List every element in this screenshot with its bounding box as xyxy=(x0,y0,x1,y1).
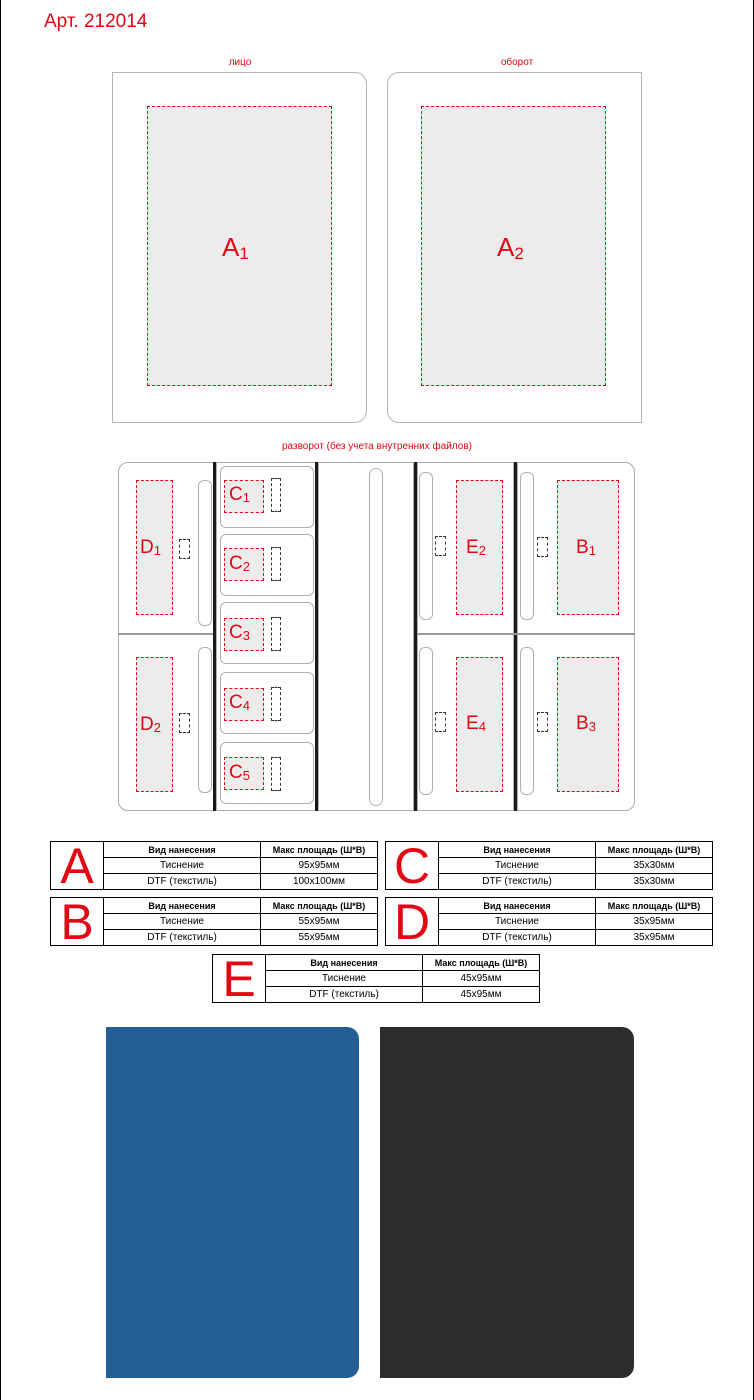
zone-c2-label: $C_2$ xyxy=(229,553,250,574)
left-pocket-lower xyxy=(198,647,212,793)
table-d-r1-size: 35х95мм xyxy=(596,914,713,930)
spec-table-a xyxy=(50,837,378,894)
c2-marker xyxy=(271,547,281,581)
table-a-r2-method: DTF (текстиль) xyxy=(104,874,261,890)
caption-spread: разворот (без учета внутренних файлов) xyxy=(282,441,472,452)
notebook-black xyxy=(380,1027,634,1378)
table-c-col2: Макс площадь (Ш*В) xyxy=(596,842,713,858)
table-e-r1-method: Тиснение xyxy=(266,971,423,987)
spec-table-e xyxy=(212,950,540,1007)
zone-d1-label: $D_1$ xyxy=(140,537,161,558)
d1-marker xyxy=(179,539,190,559)
c3-marker xyxy=(271,617,281,651)
table-e-col2: Макс площадь (Ш*В) xyxy=(423,955,540,971)
right-fold xyxy=(417,633,635,635)
b3-marker xyxy=(537,712,548,732)
table-b-r2-size: 55х95мм xyxy=(261,930,378,946)
table-b-col2: Макс площадь (Ш*В) xyxy=(261,898,378,914)
article-number: Арт. 212014 xyxy=(44,11,148,32)
zone-a2-label: $A_2$ xyxy=(497,232,524,263)
table-a-col2: Макс площадь (Ш*В) xyxy=(261,842,378,858)
table-c-letter: C xyxy=(386,842,439,890)
table-c-col1: Вид нанесения xyxy=(439,842,596,858)
c5-marker xyxy=(271,757,281,791)
c1-marker xyxy=(271,478,281,512)
table-a-r1-method: Тиснение xyxy=(104,858,261,874)
table-e-r2-size: 45х95мм xyxy=(423,987,540,1003)
table-d-r1-method: Тиснение xyxy=(439,914,596,930)
table-d-letter: D xyxy=(386,898,439,946)
table-e-r1-size: 45х95мм xyxy=(423,971,540,987)
notebook-blue xyxy=(106,1027,359,1378)
table-e-letter: E xyxy=(213,955,266,1003)
table-a-letter: A xyxy=(51,842,104,890)
zone-c1-label: $C_1$ xyxy=(229,484,250,505)
caption-back: оборот xyxy=(500,57,534,68)
table-b-r1-method: Тиснение xyxy=(104,914,261,930)
table-e-col1: Вид нанесения xyxy=(266,955,423,971)
table-d-col2: Макс площадь (Ш*В) xyxy=(596,898,713,914)
center-panel xyxy=(318,462,414,811)
table-c-r1-method: Тиснение xyxy=(439,858,596,874)
table-d-r2-size: 35х95мм xyxy=(596,930,713,946)
table-a-r2-size: 100х100мм xyxy=(261,874,378,890)
b1-marker xyxy=(537,537,548,557)
spec-table-d xyxy=(385,893,713,950)
left-border xyxy=(0,0,1,1400)
left-fold xyxy=(118,633,214,635)
zone-c3-label: $C_3$ xyxy=(229,622,250,643)
zone-b3-label: $B_3$ xyxy=(576,713,596,734)
e2-marker xyxy=(435,536,446,556)
table-c-r1-size: 35х30мм xyxy=(596,858,713,874)
spec-table-c xyxy=(385,837,713,894)
table-d-col1: Вид нанесения xyxy=(439,898,596,914)
table-e-r2-method: DTF (текстиль) xyxy=(266,987,423,1003)
table-a-col1: Вид нанесения xyxy=(104,842,261,858)
zone-e2-label: $E_2$ xyxy=(466,537,486,558)
table-d-r2-method: DTF (текстиль) xyxy=(439,930,596,946)
zone-c4-label: $C_4$ xyxy=(229,692,250,713)
table-b-r2-method: DTF (текстиль) xyxy=(104,930,261,946)
zone-a1-label: $A_1$ xyxy=(222,232,249,263)
spec-table-b xyxy=(50,893,378,950)
table-b-letter: B xyxy=(51,898,104,946)
right-pocket-lower-2 xyxy=(520,647,534,795)
right-pocket-lower-1 xyxy=(419,647,433,795)
e4-marker xyxy=(435,712,446,732)
left-pocket-upper xyxy=(198,480,212,626)
table-c-r2-method: DTF (текстиль) xyxy=(439,874,596,890)
caption-front: лицо xyxy=(228,57,252,68)
table-b-r1-size: 55х95мм xyxy=(261,914,378,930)
right-pocket-upper-2 xyxy=(520,472,534,620)
zone-b1-label: $B_1$ xyxy=(576,537,596,558)
zone-d2-label: $D_2$ xyxy=(140,714,161,735)
zone-e4-label: $E_4$ xyxy=(466,713,486,734)
zone-c5-label: $C_5$ xyxy=(229,762,250,783)
right-pocket-upper-1 xyxy=(419,472,433,620)
c4-marker xyxy=(271,687,281,721)
table-c-r2-size: 35х30мм xyxy=(596,874,713,890)
table-a-r1-size: 95х95мм xyxy=(261,858,378,874)
table-b-col1: Вид нанесения xyxy=(104,898,261,914)
pen-loop xyxy=(369,468,383,806)
d2-marker xyxy=(179,713,190,733)
